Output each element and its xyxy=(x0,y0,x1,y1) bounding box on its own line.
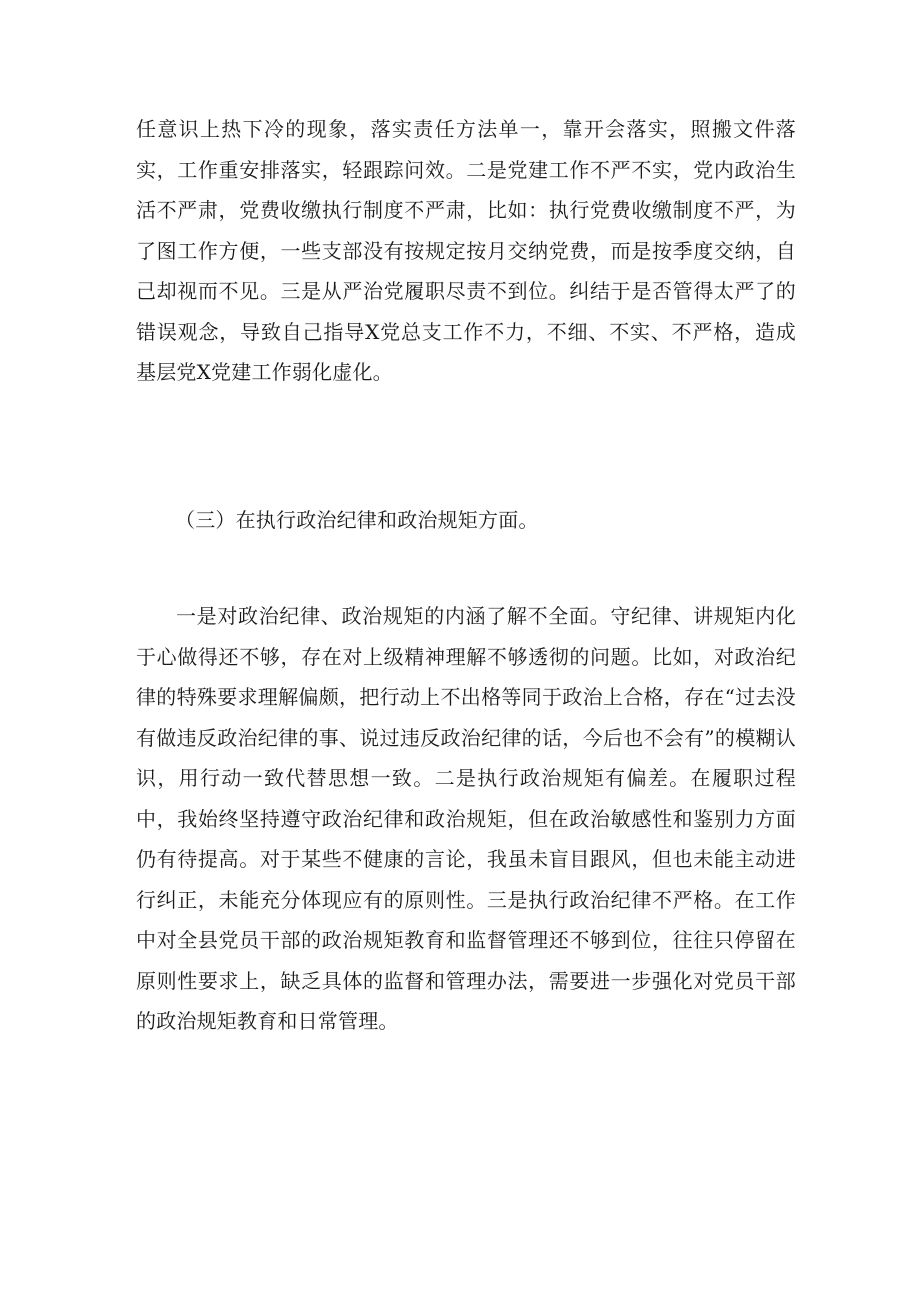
continuation-paragraph: 任意识上热下冷的现象，落实责任方法单一，靠开会落实，照搬文件落实，工作重安排落实，轻跟踪问效。二是党建工作不严不实，党内政治生活不严肃，党费收缴执行制度不严肃，比如：执行党费收缴制度不严，为了图工作方便，一些支部没有按规定按月交纳党费，而是按季度交纳，自己却视而不见。三是从严治党履职尽责不到位。纠结于是否管得太严了的错误观念，导致自己指导X党总支工作不力，不细、不实、不严格，造成基层党X党建工作弱化虚化。 xyxy=(136,117,796,384)
section-body-paragraph: 一是对政治纪律、政治规矩的内涵了解不全面。守纪律、讲规矩内化于心做得还不够，存在对上级精神理解不够透彻的问题。比如，对政治纪律的特殊要求理解偏颇，把行动上不出格等同于政治上合格，存在“过去没有做违反政治纪律的事、说过违反政治纪律的话，今后也不会有”的模糊认识，用行动一致代替思想一致。二是执行政治规矩有偏差。在履职过程中，我始终坚持遵守政治纪律和政治规矩，但在政治敏感性和鉴别力方面仍有待提高。对于某些不健康的言论，我虽未盲目跟风，但也未能主动进行纠正，未能充分体现应有的原则性。三是执行政治纪律不严格。在工作中对全县党员干部的政治规矩教育和监督管理还不够到位，往往只停留在原则性要求上，缺乏具体的监督和管理办法，需要进一步强化对党员干部的政治规矩教育和日常管理。 xyxy=(136,604,796,1033)
section-heading: （三）在执行政治纪律和政治规矩方面。 xyxy=(175,508,539,532)
